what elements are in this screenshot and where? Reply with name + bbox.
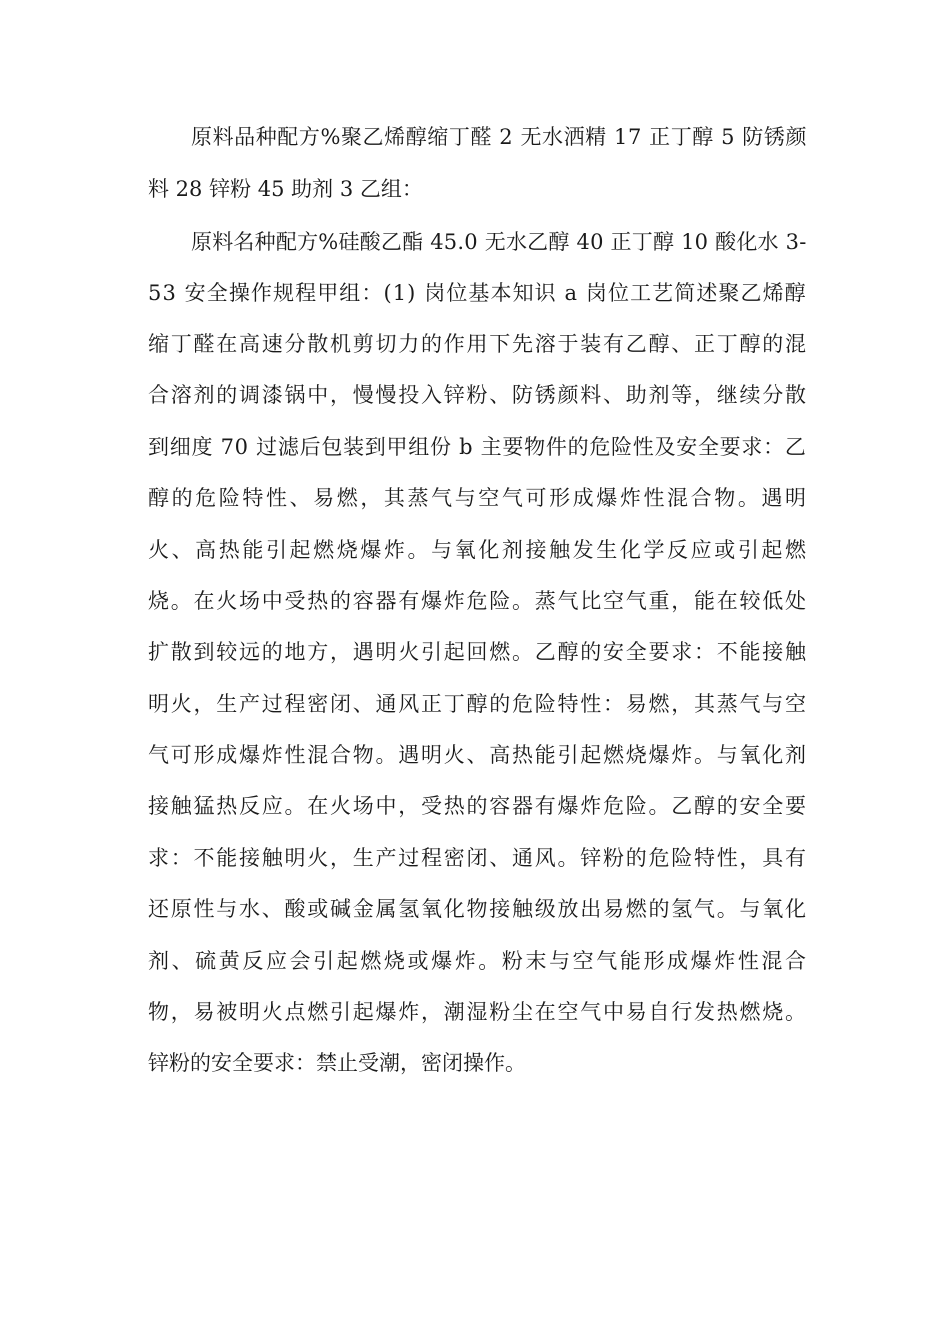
text-line: 接触猛热反应。在火场中，受热的容器有爆炸危险。乙醇的安全要 bbox=[148, 794, 808, 818]
text-line: 还原性与水、酸或碱金属氢氧化物接触级放出易燃的氢气。与氧化 bbox=[148, 897, 808, 921]
text-line: 求：不能接触明火，生产过程密闭、通风。锌粉的危险特性，具有 bbox=[148, 846, 808, 870]
text-line: 扩散到较远的地方，遇明火引起回燃。乙醇的安全要求：不能接触 bbox=[148, 640, 808, 664]
text-line: 缩丁醛在高速分散机剪切力的作用下先溶于装有乙醇、正丁醇的混 bbox=[148, 332, 808, 356]
text-line: 明火，生产过程密闭、通风正丁醇的危险特性：易燃，其蒸气与空 bbox=[148, 692, 808, 716]
text-line: 原料品种配方%聚乙烯醇缩丁醛 2 无水洒精 17 正丁醇 5 防锈颜 bbox=[191, 125, 808, 149]
text-line: 剂、硫黄反应会引起燃烧或爆炸。粉末与空气能形成爆炸性混合 bbox=[148, 949, 809, 973]
text-line: 锌粉的安全要求：禁止受潮，密闭操作。 bbox=[148, 1051, 526, 1075]
text-line: 原料名种配方%硅酸乙酯 45.0 无水乙醇 40 正丁醇 10 酸化水 3- bbox=[191, 230, 807, 254]
text-line: 料 28 锌粉 45 助剂 3 乙组： bbox=[148, 177, 423, 201]
text-line: 物，易被明火点燃引起爆炸，潮湿粉尘在空气中易自行发热燃烧。 bbox=[148, 1000, 808, 1024]
text-line: 到细度 70 过滤后包装到甲组份 b 主要物件的危险性及安全要求：乙 bbox=[148, 435, 807, 459]
text-line: 53 安全操作规程甲组：(1) 岗位基本知识 a 岗位工艺简述聚乙烯醇 bbox=[148, 281, 807, 305]
text-line: 气可形成爆炸性混合物。遇明火、高热能引起燃烧爆炸。与氧化剂 bbox=[148, 743, 808, 767]
text-line: 烧。在火场中受热的容器有爆炸危险。蒸气比空气重，能在较低处 bbox=[148, 589, 808, 613]
text-line: 合溶剂的调漆锅中，慢慢投入锌粉、防锈颜料、助剂等，继续分散 bbox=[148, 383, 808, 407]
text-line: 火、高热能引起燃烧爆炸。与氧化剂接触发生化学反应或引起燃 bbox=[148, 538, 809, 562]
text-line: 醇的危险特性、易燃，其蒸气与空气可形成爆炸性混合物。遇明 bbox=[148, 486, 809, 510]
